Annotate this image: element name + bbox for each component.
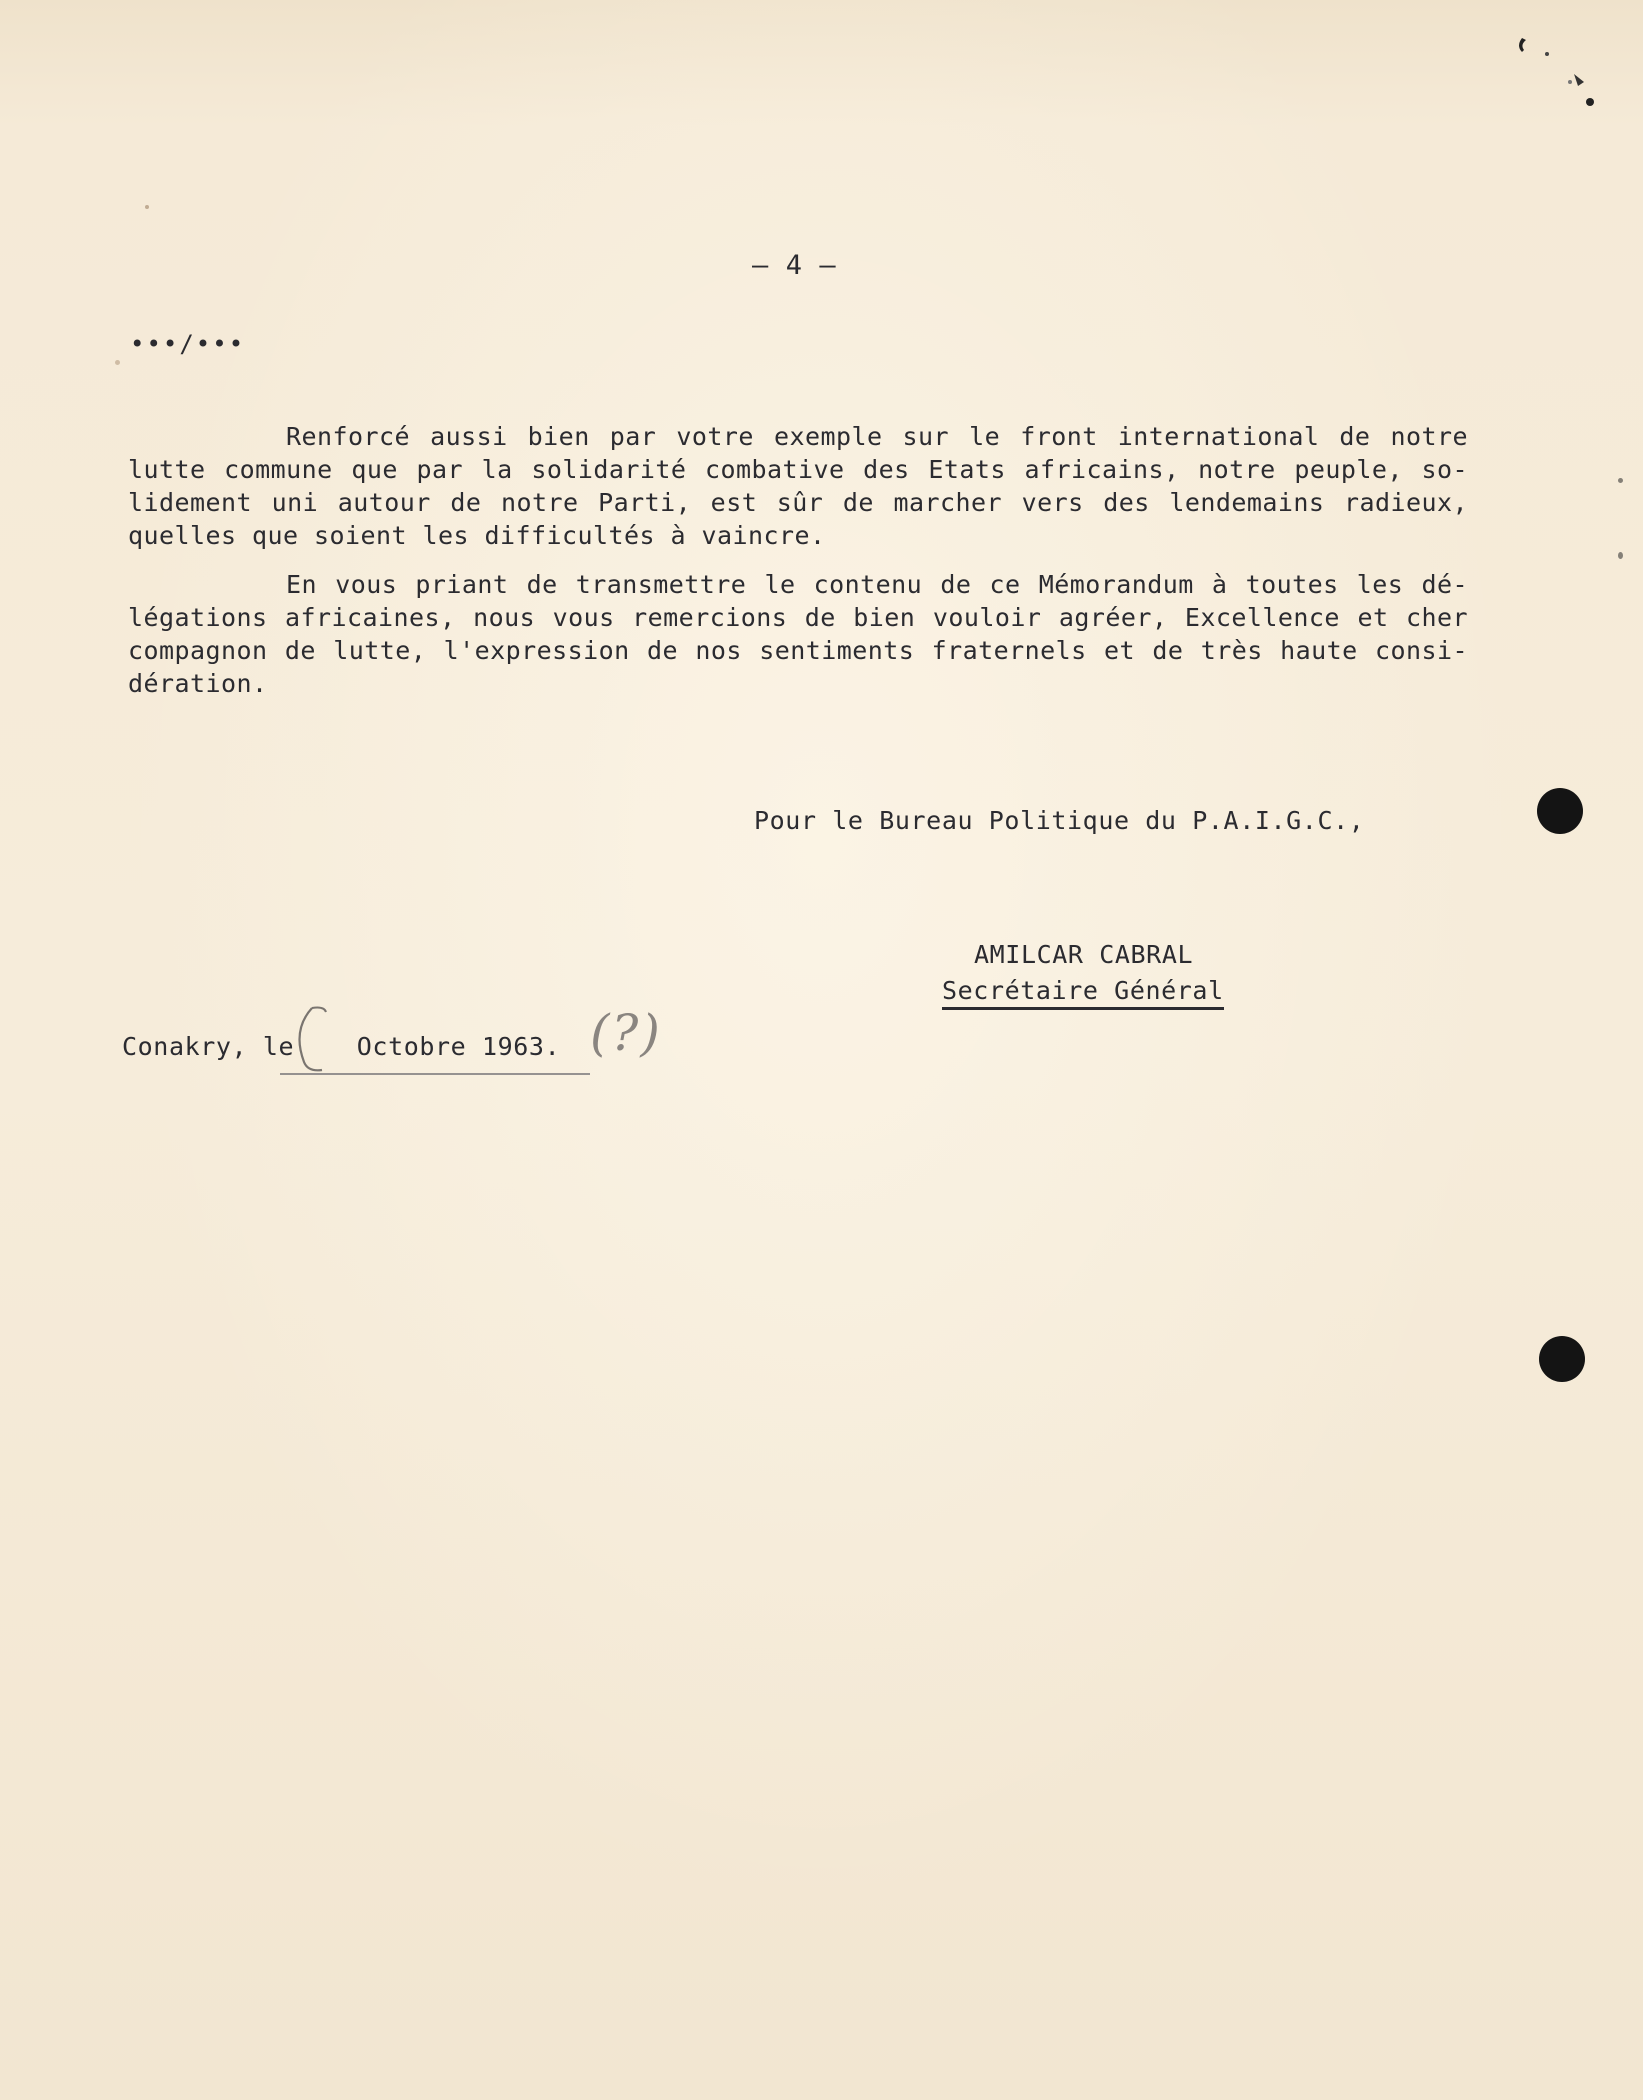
- closing-line: Pour le Bureau Politique du P.A.I.G.C.,: [754, 806, 1365, 835]
- handwritten-annotation: (?): [590, 1004, 662, 1062]
- margin-speck: [1618, 552, 1623, 559]
- margin-speck: [145, 205, 149, 209]
- corner-ink-marks: [1514, 30, 1604, 120]
- paragraph-2-line: En vous priant de transmettre le contenu de ce Mémorandum à toutes les dé-: [286, 570, 1468, 599]
- punch-hole: [1539, 1336, 1585, 1382]
- paragraph-1-line: lidement uni autour de notre Parti, est sûr de marcher vers des lendemains radieux,: [128, 488, 1468, 517]
- paragraph-1-line: lutte commune que par la solidarité combative des Etats africains, notre peuple, so-: [128, 455, 1468, 484]
- place-date: Conakry, le Octobre 1963.: [122, 1032, 561, 1061]
- date-bracket-mark: [290, 1000, 350, 1080]
- signatory-title: Secrétaire Général: [942, 976, 1224, 1010]
- margin-speck: [115, 360, 120, 365]
- page-number: — 4 —: [752, 250, 837, 281]
- continuation-mark: •••/•••: [130, 330, 246, 358]
- paragraph-2-line: dération.: [128, 669, 268, 698]
- paragraph-1-line: Renforcé aussi bien par votre exemple sur le front international de notre: [286, 422, 1468, 451]
- paragraph-2-line: légations africaines, nous vous remercions de bien vouloir agréer, Excellence et cher: [128, 603, 1468, 632]
- signatory-name: AMILCAR CABRAL: [974, 940, 1194, 969]
- margin-speck: [1618, 478, 1623, 483]
- paragraph-2: [128, 568, 1468, 700]
- paragraph-2-line: compagnon de lutte, l'expression de nos sentiments fraternels et de très haute consi-: [128, 636, 1468, 665]
- punch-hole: [1537, 788, 1583, 834]
- paragraph-1: [128, 420, 1468, 552]
- paragraph-1-line: quelles que soient les difficultés à vaincre.: [128, 521, 826, 550]
